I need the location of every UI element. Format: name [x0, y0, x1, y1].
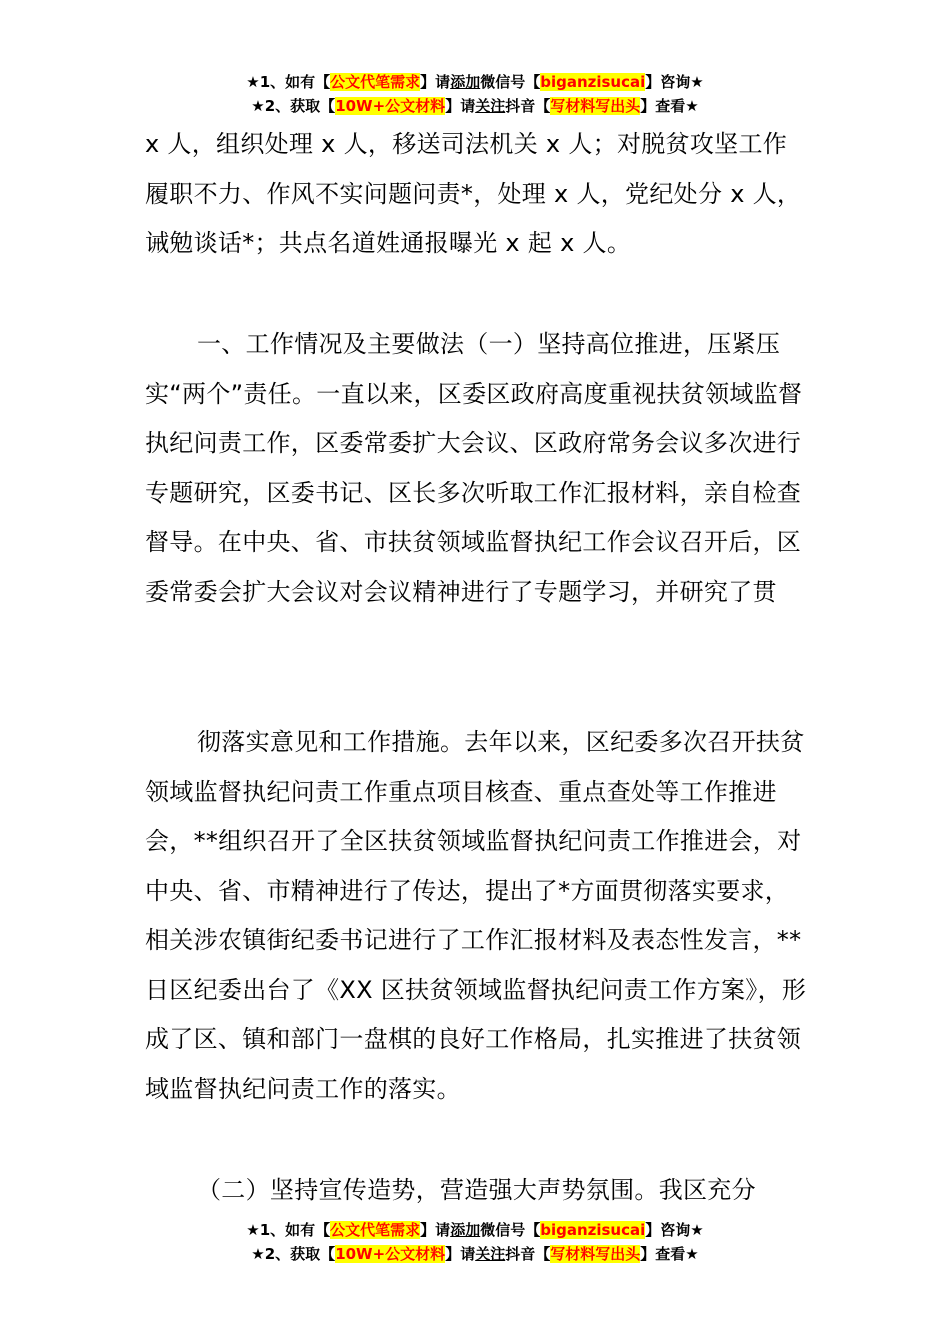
highlight-text: biganzisucai	[540, 1221, 646, 1239]
highlight-text: 公文代笔需求	[330, 73, 421, 91]
highlight-text: 写材料写出头	[550, 1245, 641, 1263]
banner-line-2: ★2、获取【10W+公文材料】请关注抖音【写材料写出头】查看★	[251, 1245, 699, 1263]
paragraph-section-two: （二）坚持宣传造势，营造强大声势氛围。我区充分	[197, 1176, 756, 1204]
paragraph-section-one: 一、工作情况及主要做法（一）坚持高位推进，压紧压实“两个”责任。一直以来，区委区政府高度重视扶贫领域监督执纪问责工作，区委常委扩大会议、区政府常务会议多次进行专题研究，区委书记、区长多次听取工作汇报材料，亲自检查督导。在中央、省、市扶贫领域监督执纪工作会议召开后，区委常委会扩大会议对会议精神进行了专题学习，并研究了贯	[145, 330, 803, 606]
highlight-text: 公文代笔需求	[330, 1221, 421, 1239]
banner-line-1: ★1、如有【公文代笔需求】请添加微信号【biganzisucai】咨询★	[246, 1221, 704, 1239]
paragraph-continuation: x 人，组织处理 x 人，移送司法机关 x 人；对脱贫攻坚工作履职不力、作风不实问题问责*，处理 x 人，党纪处分 x 人，诫勉谈话*；共点名道姓通报曝光 x 起 x 人。	[145, 130, 802, 257]
banner-line-2: ★2、获取【10W+公文材料】请关注抖音【写材料写出头】查看★	[251, 97, 699, 115]
paragraph-implementation: 彻落实意见和工作措施。去年以来，区纪委多次召开扶贫领域监督执纪问责工作重点项目核查、重点查处等工作推进会，**组织召开了全区扶贫领域监督执纪问责工作推进会，对中央、省、市精神进行了传达，提出了*方面贯彻落实要求，相关涉农镇街纪委书记进行了工作汇报材料及表态性发言，**日区纪委出台了《XX 区扶贫领域监督执纪问责工作方案》，形成了区、镇和部门一盘棋的良好工作格局，扎实推进了扶贫领域监督执纪问责工作的落实。	[145, 728, 807, 1103]
header-banner	[0, 70, 950, 118]
banner-line-1: ★1、如有【公文代笔需求】请添加微信号【biganzisucai】咨询★	[246, 73, 704, 91]
highlight-text: 10W+公文材料	[335, 1245, 446, 1263]
footer-banner	[0, 1218, 950, 1266]
highlight-text: 10W+公文材料	[335, 97, 446, 115]
highlight-text: biganzisucai	[540, 73, 646, 91]
highlight-text: 写材料写出头	[550, 97, 641, 115]
